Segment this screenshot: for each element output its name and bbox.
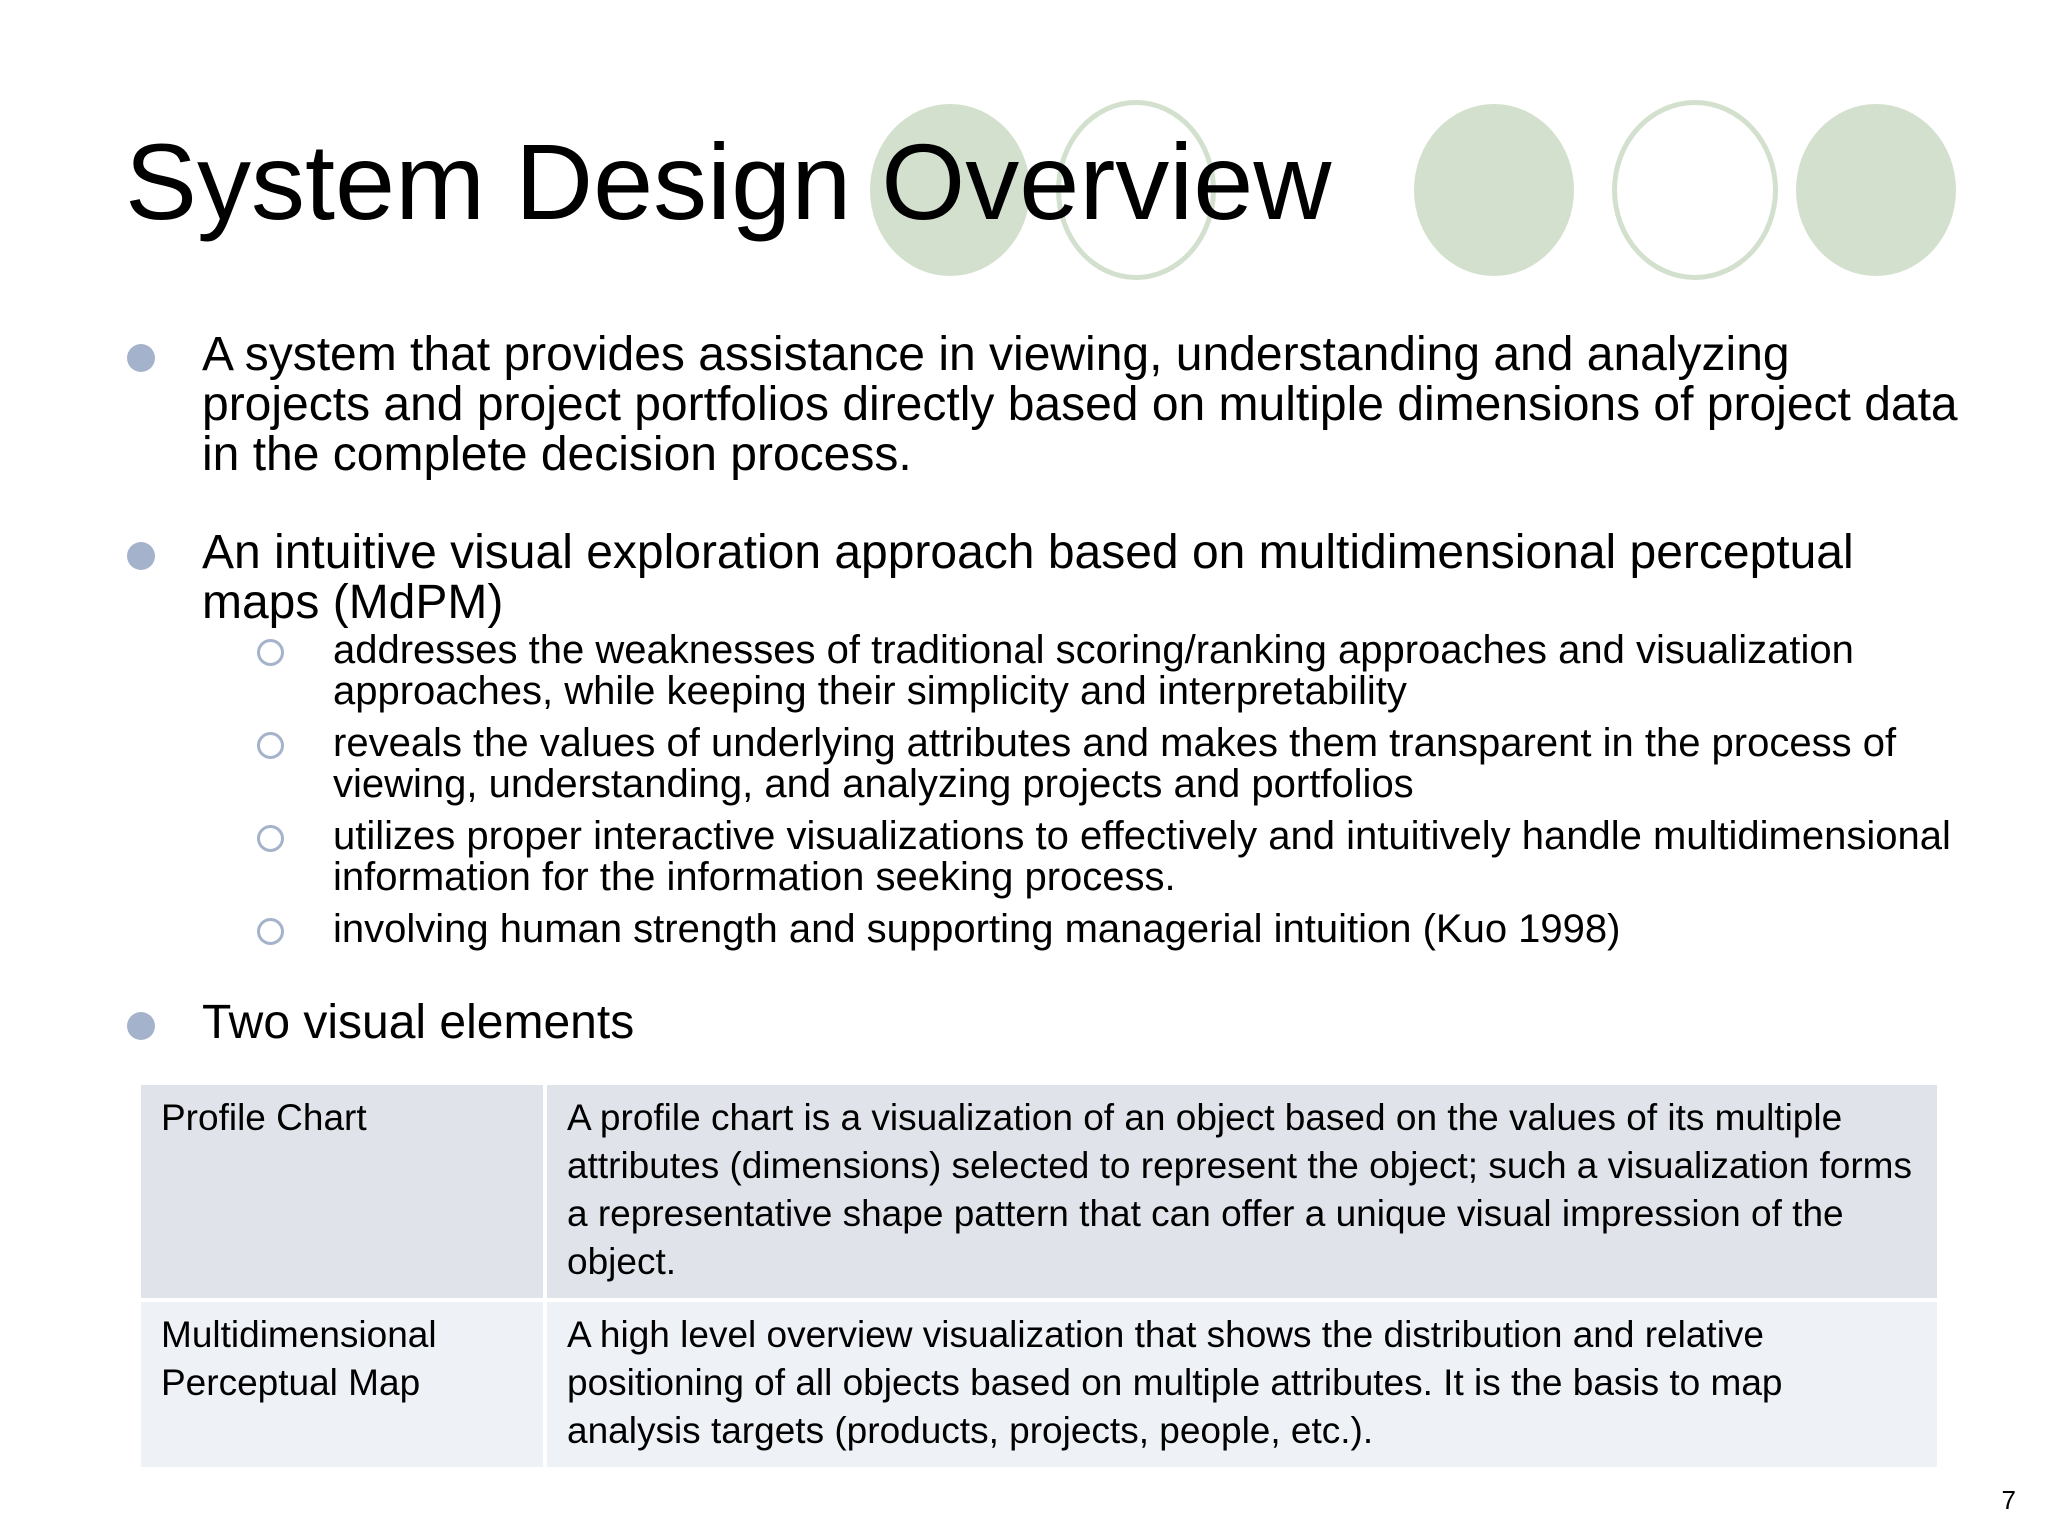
definition-cell: A high level overview visualization that shows the distribution and relative positioning of all objects based on multiple attributes. It is the basis to map analysis targets (products, projects, people, etc.). (545, 1300, 1939, 1469)
sub-bullet-item (202, 723, 1965, 805)
sub-bullet-text: involving human strength and supporting managerial intuition (Kuo 1998) (333, 907, 1621, 951)
sub-bullet-text: reveals the values of underlying attributes and makes them transparent in the process of viewing, understanding, and analyzing projects and portfolios (333, 721, 1897, 806)
bullet-dot-icon (127, 344, 155, 372)
sub-bullet-text: addresses the weaknesses of traditional scoring/ranking approaches and visualization approaches, while keeping their simplicity and interpretability (333, 628, 1854, 713)
table-row (139, 1083, 1939, 1300)
decor-circle-filled-2 (1414, 104, 1574, 276)
visual-elements-table (137, 1081, 1941, 1471)
bullet-ring-icon (257, 825, 284, 852)
bullet-ring-icon (257, 732, 284, 759)
bullet-ring-icon (257, 639, 284, 666)
bullet-ring-icon (257, 918, 284, 945)
bullet-text: An intuitive visual exploration approach based on multidimensional perceptual maps (MdPM) (202, 526, 1854, 629)
sub-bullet-text: utilizes proper interactive visualizations to effectively and intuitively handle multidimensional information for the information seeking process. (333, 814, 1951, 899)
page-number: 7 (2001, 1485, 2016, 1515)
bullet-text: Two visual elements (202, 996, 635, 1049)
slide-title: System Design Overview (125, 121, 1332, 242)
bullet-item (125, 998, 1965, 1048)
bullet-item (125, 528, 1965, 950)
decor-circle-filled-3 (1796, 104, 1956, 276)
bullet-item (125, 330, 1965, 480)
sub-bullet-list (202, 630, 1965, 950)
term-cell: Profile Chart (139, 1083, 545, 1300)
decor-circle-ring-2 (1612, 100, 1778, 280)
sub-bullet-item (202, 816, 1965, 898)
bullet-list (125, 330, 1965, 1096)
bullet-text: A system that provides assistance in viewing, understanding and analyzing projects and project portfolios directly based on multiple dimensions of project data in the complete decision process. (202, 328, 1958, 481)
sub-bullet-item (202, 909, 1965, 950)
term-cell: Multidimensional Perceptual Map (139, 1300, 545, 1469)
bullet-dot-icon (127, 542, 155, 570)
table-row (139, 1300, 1939, 1469)
bullet-dot-icon (127, 1012, 155, 1040)
definition-cell: A profile chart is a visualization of an object based on the values of its multiple attributes (dimensions) selected to represent the object; such a visualization forms a representative shape pattern that can offer a unique visual impression of the object. (545, 1083, 1939, 1300)
sub-bullet-item (202, 630, 1965, 712)
